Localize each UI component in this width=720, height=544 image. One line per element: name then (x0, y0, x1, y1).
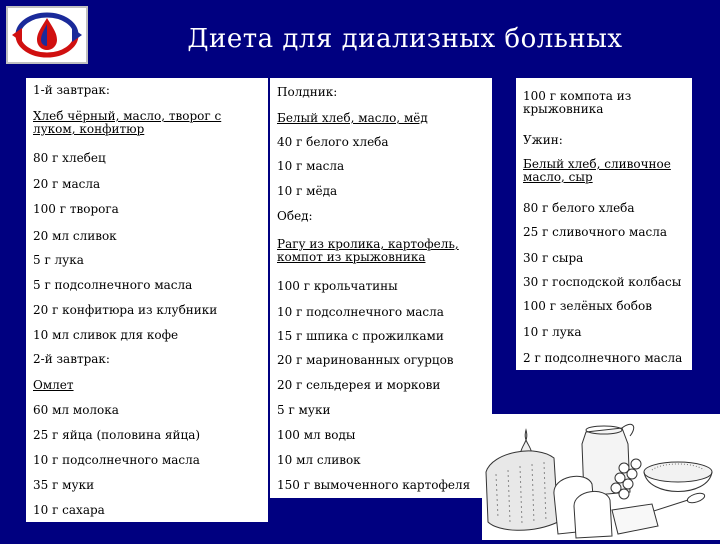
page-title: Диета для диализных больных (187, 24, 623, 54)
menu-item: Полдник: (277, 85, 338, 99)
menu-item: Омлет (33, 378, 74, 392)
menu-item: 20 г сельдерея и моркови (277, 378, 441, 392)
menu-item: 2 г подсолнечного масла (523, 351, 683, 365)
menu-item: 20 мл сливок (33, 229, 117, 243)
menu-item: 100 г творога (33, 202, 119, 216)
dialysis-drop-logo-icon (8, 8, 86, 62)
menu-item: 5 г лука (33, 253, 84, 267)
menu-item: 20 г конфитюра из клубники (33, 303, 218, 317)
menu-item: 25 г яйца (половина яйца) (33, 428, 201, 442)
menu-item: 10 г масла (277, 159, 345, 173)
menu-item: 2-й завтрак: (33, 352, 110, 366)
menu-item: 25 г сливочного масла (523, 225, 667, 239)
menu-item: Хлеб чёрный, масло, творог с луком, конфитюр (33, 109, 222, 136)
menu-item: Белый хлеб, масло, мёд (277, 111, 428, 125)
menu-item: 30 г сыра (523, 251, 584, 265)
food-illustration (482, 414, 720, 540)
menu-item: 100 г крольчатины (277, 279, 398, 293)
menu-item: 150 г вымоченного картофеля (277, 478, 471, 492)
menu-item: Рагу из кролика, картофель, компот из крыжовника (277, 237, 459, 264)
menu-column-right (516, 78, 692, 370)
menu-item: 40 г белого хлеба (277, 135, 389, 149)
menu-column-middle (270, 78, 492, 498)
bread-milk-food-illustration (482, 414, 720, 540)
menu-item: 80 г хлебец (33, 151, 106, 165)
logo (6, 6, 88, 64)
menu-item: 1-й завтрак: (33, 83, 110, 97)
menu-item: 10 г сахара (33, 503, 105, 517)
menu-item: 10 г подсолнечного масла (33, 453, 200, 467)
menu-column-left (26, 78, 268, 522)
menu-item: 100 мл воды (277, 428, 356, 442)
menu-item: 20 г маринованных огурцов (277, 353, 454, 367)
menu-item: 30 г господской колбасы (523, 275, 682, 289)
menu-item: 15 г шпика с прожилками (277, 329, 444, 343)
menu-item: Обед: (277, 209, 313, 223)
menu-item: 100 г компота из крыжовника (523, 89, 632, 116)
menu-item: Белый хлеб, сливочное масло, сыр (523, 157, 671, 184)
menu-item: 10 г мёда (277, 184, 338, 198)
menu-item: 80 г белого хлеба (523, 201, 635, 215)
menu-item: 5 г подсолнечного масла (33, 278, 193, 292)
menu-item: 10 мл сливок (277, 453, 361, 467)
menu-item: 10 г подсолнечного масла (277, 305, 444, 319)
menu-item: Ужин: (523, 133, 563, 147)
menu-item: 100 г зелёных бобов (523, 299, 652, 313)
menu-item: 20 г масла (33, 177, 101, 191)
menu-item: 35 г муки (33, 478, 95, 492)
menu-item: 60 мл молока (33, 403, 119, 417)
menu-item: 10 г лука (523, 325, 582, 339)
menu-item: 5 г муки (277, 403, 331, 417)
menu-item: 10 мл сливок для кофе (33, 328, 179, 342)
